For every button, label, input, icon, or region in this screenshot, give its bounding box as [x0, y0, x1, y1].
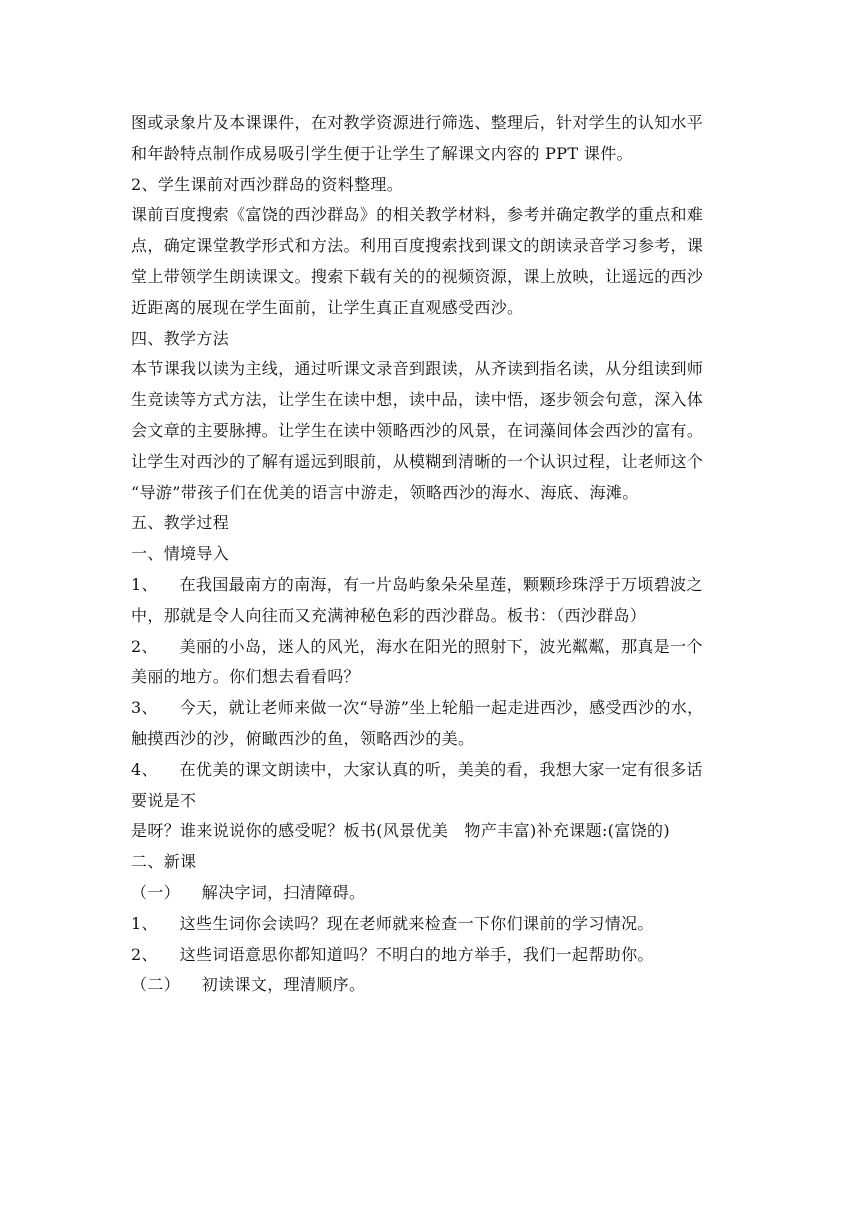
text-line: 让学生对西沙的了解有遥远到眼前，从模糊到清晰的一个认识过程，让老师这个 — [131, 451, 704, 471]
text-line: 课前百度搜索《富饶的西沙群岛》的相关教学材料，参考并确定教学的重点和难 — [131, 205, 704, 225]
text-line: 触摸西沙的沙，俯瞰西沙的鱼，领略西沙的美。 — [131, 728, 475, 748]
list-item: 1、 这些生词你会读吗？现在老师就来检查一下你们课前的学习情况。 — [131, 913, 654, 933]
list-item: 4、 在优美的课文朗读中，大家认真的听，美美的看，我想大家一定有很多话 — [131, 759, 703, 779]
text-line: 会文章的主要脉搏。让学生在读中领略西沙的风景，在词藻间体会西沙的富有。 — [131, 420, 704, 440]
section-heading: 五、教学过程 — [131, 513, 230, 533]
list-item: （二） 初读课文，理清顺序。 — [131, 975, 366, 995]
subsection-heading: 二、新课 — [131, 852, 197, 872]
text-line: 堂上带领学生朗读课文。搜索下载有关的的视频资源，课上放映，让遥远的西沙 — [131, 266, 704, 286]
text-line: “导游”带孩子们在优美的语言中游走，领略西沙的海水、海底、海滩。 — [131, 482, 639, 502]
text-line: 生竞读等方式方法，让学生在读中想，读中品，读中悟，逐步领会句意，深入体 — [131, 390, 704, 410]
text-line: 图或录象片及本课课件，在对教学资源进行筛选、整理后，针对学生的认知水平 — [131, 113, 704, 132]
text-line: 美丽的地方。你们想去看看吗？ — [131, 667, 360, 687]
list-item: 2、 这些词语意思你都知道吗？不明白的地方举手，我们一起帮助你。 — [131, 944, 654, 964]
document-page — [131, 108, 731, 1001]
text-line: 本节课我以读为主线，通过听课文录音到跟读，从齐读到指名读，从分组读到师 — [131, 359, 704, 379]
list-item: 3、 今天，就让老师来做一次“导游”坐上轮船一起走进西沙，感受西沙的水， — [131, 698, 704, 718]
text-line: 要说是不 — [131, 790, 197, 810]
text-line: 近距离的展现在学生面前，让学生真正直观感受西沙。 — [131, 297, 524, 317]
text-line: 是呀？谁来说说你的感受呢？板书(风景优美 物产丰富)补充课题:(富饶的) — [131, 821, 670, 841]
text-line: 2、学生课前对西沙群岛的资料整理。 — [131, 174, 404, 194]
text-line: 中，那就是令人向往而又充满神秘色彩的西沙群岛。板书：（西沙群岛） — [131, 605, 647, 625]
text-line: 和年龄特点制作成易吸引学生便于让学生了解课文内容的 PPT 课件。 — [131, 143, 633, 163]
list-item: 2、 美丽的小岛，迷人的风光，海水在阳光的照射下，波光粼粼，那真是一个 — [131, 636, 703, 656]
list-item: （一） 解决字词，扫清障碍。 — [131, 882, 366, 902]
list-item: 1、 在我国最南方的南海，有一片岛屿象朵朵星莲，颗颗珍珠浮于万顷碧波之 — [131, 574, 703, 594]
section-heading: 四、教学方法 — [131, 328, 230, 348]
text-line: 点，确定课堂教学形式和方法。利用百度搜索找到课文的朗读录音学习参考，课 — [131, 236, 704, 256]
subsection-heading: 一、情境导入 — [131, 544, 230, 564]
